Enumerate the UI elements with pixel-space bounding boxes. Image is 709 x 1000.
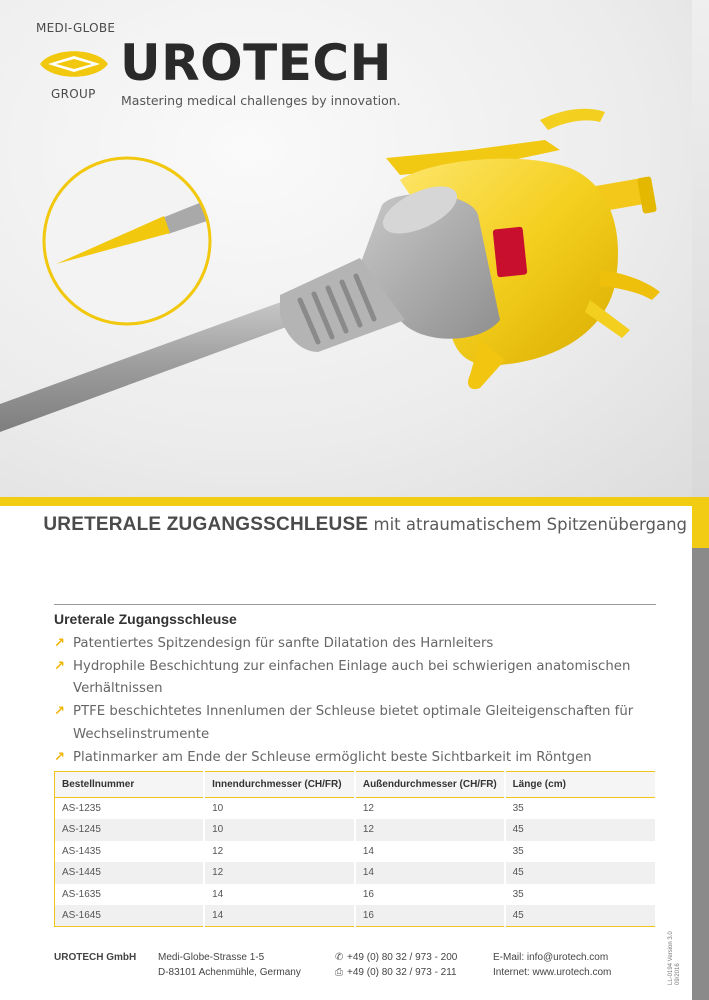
col-header-length: Länge (cm) xyxy=(505,772,656,798)
table-row xyxy=(55,862,657,884)
side-strip-top xyxy=(692,0,709,497)
footer-city: D-83101 Achenmühle, Germany xyxy=(158,967,301,978)
brand-tagline: Mastering medical challenges by innovation. xyxy=(121,93,401,108)
table-cell: 14 xyxy=(204,905,355,927)
footer-phone: +49 (0) 80 32 / 973 - 200 xyxy=(347,952,458,963)
footer-online xyxy=(493,950,611,980)
footer-address xyxy=(158,950,301,980)
table-cell: AS-1235 xyxy=(55,798,205,820)
table-cell: AS-1445 xyxy=(55,862,205,884)
table-cell: 45 xyxy=(505,905,656,927)
table-cell: 10 xyxy=(204,819,355,841)
section-heading: Ureterale Zugangsschleuse xyxy=(54,611,237,627)
list-item: ↗ Platinmarker am Ende der Schleuse ermöglicht beste Sichtbarkeit im Röntgen xyxy=(54,747,664,770)
version-number: LL-0194 Version 3.0 xyxy=(668,931,674,985)
table-cell: 35 xyxy=(505,798,656,820)
col-header-order-number: Bestellnummer xyxy=(55,772,205,798)
table-cell: AS-1635 xyxy=(55,884,205,906)
table-cell: 16 xyxy=(355,884,505,906)
footer-street: Medi-Globe-Strasse 1-5 xyxy=(158,952,265,963)
table-cell: 14 xyxy=(355,862,505,884)
table-row xyxy=(55,905,657,927)
table-cell: 45 xyxy=(505,862,656,884)
footer-contact xyxy=(335,950,457,980)
table-cell: 12 xyxy=(355,798,505,820)
fax-icon: ⎙ xyxy=(335,967,343,978)
footer-website[interactable]: Internet: www.urotech.com xyxy=(493,967,612,978)
table-cell: 12 xyxy=(355,819,505,841)
product-title-sub: mit atraumatischem Spitzenübergang xyxy=(373,515,687,534)
table-cell: 35 xyxy=(505,884,656,906)
table-cell: 14 xyxy=(204,884,355,906)
table-cell: 14 xyxy=(355,841,505,863)
feature-list xyxy=(54,633,664,769)
table-cell: AS-1645 xyxy=(55,905,205,927)
arrow-icon: ↗ xyxy=(54,704,65,720)
footer-company: UROTECH GmbH xyxy=(54,952,137,963)
arrow-icon: ↗ xyxy=(54,658,65,674)
side-strip-bottom xyxy=(692,548,709,1000)
table-cell: 12 xyxy=(204,841,355,863)
table-row xyxy=(55,819,657,841)
brand-name: UROTECH xyxy=(120,34,392,92)
table-row xyxy=(55,798,657,820)
list-item: ↗ Patentiertes Spitzendesign für sanfte Dilatation des Harnleiters xyxy=(54,633,664,656)
table-cell: 45 xyxy=(505,819,656,841)
spec-table xyxy=(54,771,657,927)
table-cell: 12 xyxy=(204,862,355,884)
hero-image-area xyxy=(0,0,709,497)
table-cell: 10 xyxy=(204,798,355,820)
arrow-icon: ↗ xyxy=(54,749,65,765)
col-header-outer-diameter: Außendurchmesser (CH/FR) xyxy=(355,772,505,798)
table-cell: AS-1245 xyxy=(55,819,205,841)
group-name-top: MEDI-GLOBE xyxy=(36,21,116,35)
table-row xyxy=(55,884,657,906)
table-row xyxy=(55,841,657,863)
section-divider xyxy=(54,604,656,605)
col-header-inner-diameter: Innendurchmesser (CH/FR) xyxy=(204,772,355,798)
table-header-row xyxy=(55,772,657,798)
phone-icon: ✆ xyxy=(335,952,344,963)
table-cell: AS-1435 xyxy=(55,841,205,863)
product-title-main: URETERALE ZUGANGSSCHLEUSE xyxy=(43,514,369,535)
footer-fax: +49 (0) 80 32 / 973 - 211 xyxy=(347,967,457,978)
medi-globe-logo-icon xyxy=(38,45,110,83)
group-name-bottom: GROUP xyxy=(51,87,96,101)
tip-detail-inset xyxy=(42,156,212,326)
table-cell: 16 xyxy=(355,905,505,927)
version-date: 09/2016 xyxy=(675,963,681,985)
product-title xyxy=(43,514,687,536)
list-item: ↗ PTFE beschichtetes Innenlumen der Schleuse bietet optimale Gleiteigenschaften für Wechselinstrumente xyxy=(54,701,664,746)
version-label xyxy=(668,931,682,985)
list-item: ↗ Hydrophile Beschichtung zur einfachen Einlage auch bei schwierigen anatomischen Verhältnissen xyxy=(54,656,664,701)
footer-email[interactable]: E-Mail: info@urotech.com xyxy=(493,952,609,963)
arrow-icon: ↗ xyxy=(54,636,65,651)
table-cell: 35 xyxy=(505,841,656,863)
